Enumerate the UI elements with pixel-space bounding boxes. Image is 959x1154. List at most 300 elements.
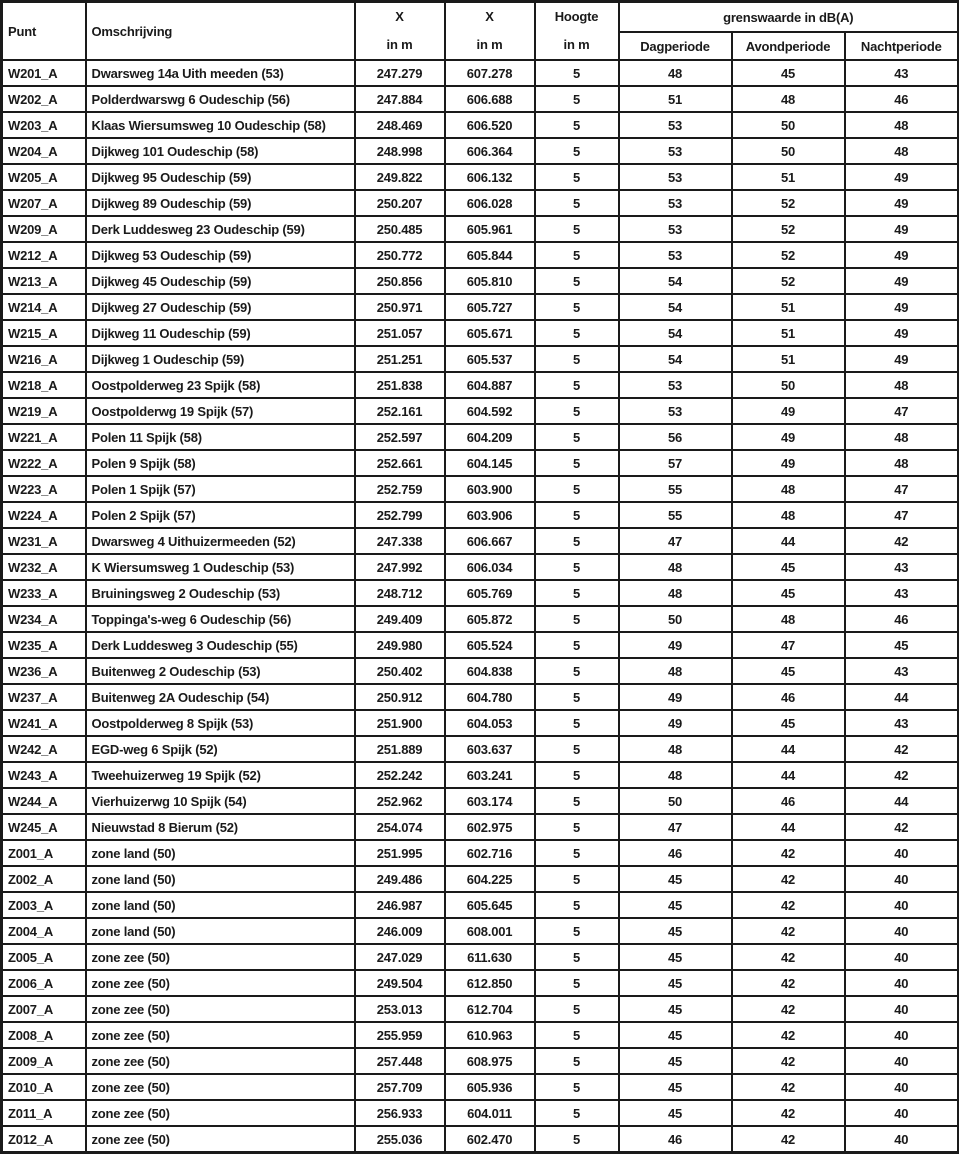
cell-avond: 52 <box>732 242 845 268</box>
table-header <box>2 2 959 61</box>
cell-avond: 47 <box>732 632 845 658</box>
cell-hoogte: 5 <box>535 970 619 996</box>
col-header-omschrijving-label: Omschrijving <box>91 23 173 39</box>
cell-punt: Z012_A <box>2 1126 86 1153</box>
cell-x2: 610.963 <box>445 1022 535 1048</box>
cell-punt: W203_A <box>2 112 86 138</box>
cell-punt: W232_A <box>2 554 86 580</box>
cell-punt: W202_A <box>2 86 86 112</box>
cell-hoogte: 5 <box>535 658 619 684</box>
cell-avond: 48 <box>732 502 845 528</box>
cell-dag: 54 <box>619 320 732 346</box>
cell-dag: 49 <box>619 684 732 710</box>
cell-punt: W234_A <box>2 606 86 632</box>
cell-hoogte: 5 <box>535 1022 619 1048</box>
col-header-nachtperiode: Nachtperiode <box>845 32 959 60</box>
table-row <box>2 450 959 476</box>
col-header-hoogte <box>535 2 619 61</box>
cell-nacht: 49 <box>845 346 959 372</box>
cell-x1: 248.469 <box>355 112 445 138</box>
cell-omschrijving: zone zee (50) <box>86 970 355 996</box>
cell-nacht: 40 <box>845 996 959 1022</box>
cell-hoogte: 5 <box>535 996 619 1022</box>
cell-omschrijving: zone land (50) <box>86 840 355 866</box>
cell-x2: 602.470 <box>445 1126 535 1153</box>
table-row <box>2 944 959 970</box>
cell-nacht: 43 <box>845 710 959 736</box>
cell-avond: 42 <box>732 996 845 1022</box>
col-header-x2-line2: in m <box>476 37 503 52</box>
cell-punt: W223_A <box>2 476 86 502</box>
cell-hoogte: 5 <box>535 918 619 944</box>
cell-dag: 50 <box>619 788 732 814</box>
cell-x1: 251.057 <box>355 320 445 346</box>
cell-x2: 605.872 <box>445 606 535 632</box>
cell-nacht: 40 <box>845 892 959 918</box>
cell-x1: 251.838 <box>355 372 445 398</box>
cell-x1: 249.822 <box>355 164 445 190</box>
cell-dag: 45 <box>619 1074 732 1100</box>
cell-omschrijving: Tweehuizerweg 19 Spijk (52) <box>86 762 355 788</box>
cell-x1: 247.338 <box>355 528 445 554</box>
cell-omschrijving: Dijkweg 53 Oudeschip (59) <box>86 242 355 268</box>
table-row <box>2 216 959 242</box>
cell-avond: 42 <box>732 866 845 892</box>
cell-avond: 51 <box>732 164 845 190</box>
col-header-hoogte-lines <box>536 10 618 52</box>
table-row <box>2 632 959 658</box>
cell-omschrijving: Dijkweg 101 Oudeschip (58) <box>86 138 355 164</box>
cell-hoogte: 5 <box>535 112 619 138</box>
cell-omschrijving: zone zee (50) <box>86 1126 355 1153</box>
cell-omschrijving: Dijkweg 95 Oudeschip (59) <box>86 164 355 190</box>
cell-hoogte: 5 <box>535 502 619 528</box>
col-header-avondperiode: Avondperiode <box>732 32 845 60</box>
cell-avond: 42 <box>732 840 845 866</box>
cell-nacht: 42 <box>845 528 959 554</box>
cell-omschrijving: zone zee (50) <box>86 1048 355 1074</box>
cell-dag: 53 <box>619 138 732 164</box>
cell-x1: 251.251 <box>355 346 445 372</box>
cell-punt: Z011_A <box>2 1100 86 1126</box>
cell-hoogte: 5 <box>535 554 619 580</box>
cell-punt: Z010_A <box>2 1074 86 1100</box>
cell-punt: W245_A <box>2 814 86 840</box>
col-header-grenswaarde-group: grenswaarde in dB(A) <box>619 2 959 33</box>
cell-x1: 255.959 <box>355 1022 445 1048</box>
cell-x1: 251.900 <box>355 710 445 736</box>
table-row <box>2 398 959 424</box>
cell-punt: Z006_A <box>2 970 86 996</box>
cell-dag: 57 <box>619 450 732 476</box>
cell-avond: 42 <box>732 918 845 944</box>
table-row <box>2 814 959 840</box>
cell-omschrijving: Dijkweg 45 Oudeschip (59) <box>86 268 355 294</box>
table-row <box>2 970 959 996</box>
cell-punt: Z001_A <box>2 840 86 866</box>
cell-omschrijving: Derk Luddesweg 3 Oudeschip (55) <box>86 632 355 658</box>
cell-x2: 605.727 <box>445 294 535 320</box>
cell-punt: W244_A <box>2 788 86 814</box>
cell-hoogte: 5 <box>535 1100 619 1126</box>
table-body <box>2 60 959 1153</box>
cell-x2: 604.225 <box>445 866 535 892</box>
cell-x1: 251.889 <box>355 736 445 762</box>
cell-nacht: 48 <box>845 138 959 164</box>
cell-hoogte: 5 <box>535 294 619 320</box>
cell-dag: 56 <box>619 424 732 450</box>
cell-hoogte: 5 <box>535 866 619 892</box>
cell-hoogte: 5 <box>535 788 619 814</box>
cell-x2: 604.053 <box>445 710 535 736</box>
cell-omschrijving: Buitenweg 2A Oudeschip (54) <box>86 684 355 710</box>
cell-nacht: 49 <box>845 320 959 346</box>
cell-x2: 605.810 <box>445 268 535 294</box>
cell-dag: 45 <box>619 892 732 918</box>
table-row <box>2 320 959 346</box>
cell-omschrijving: Oostpolderwg 19 Spijk (57) <box>86 398 355 424</box>
col-header-x2-line1: X <box>485 9 494 24</box>
cell-avond: 52 <box>732 216 845 242</box>
cell-punt: W221_A <box>2 424 86 450</box>
cell-x1: 248.712 <box>355 580 445 606</box>
cell-punt: W207_A <box>2 190 86 216</box>
cell-x2: 603.900 <box>445 476 535 502</box>
cell-nacht: 49 <box>845 294 959 320</box>
cell-x1: 246.009 <box>355 918 445 944</box>
cell-hoogte: 5 <box>535 86 619 112</box>
col-header-x1-line1: X <box>395 9 404 24</box>
cell-avond: 42 <box>732 892 845 918</box>
cell-hoogte: 5 <box>535 684 619 710</box>
cell-dag: 53 <box>619 372 732 398</box>
cell-dag: 53 <box>619 112 732 138</box>
cell-omschrijving: Vierhuizerwg 10 Spijk (54) <box>86 788 355 814</box>
cell-dag: 54 <box>619 294 732 320</box>
cell-nacht: 45 <box>845 632 959 658</box>
cell-dag: 48 <box>619 580 732 606</box>
cell-omschrijving: Dijkweg 89 Oudeschip (59) <box>86 190 355 216</box>
cell-avond: 46 <box>732 788 845 814</box>
cell-omschrijving: Polen 1 Spijk (57) <box>86 476 355 502</box>
cell-omschrijving: K Wiersumsweg 1 Oudeschip (53) <box>86 554 355 580</box>
table-row <box>2 866 959 892</box>
cell-x2: 604.838 <box>445 658 535 684</box>
cell-punt: W231_A <box>2 528 86 554</box>
cell-omschrijving: Dijkweg 27 Oudeschip (59) <box>86 294 355 320</box>
cell-x1: 249.409 <box>355 606 445 632</box>
cell-omschrijving: Klaas Wiersumsweg 10 Oudeschip (58) <box>86 112 355 138</box>
table-row <box>2 658 959 684</box>
cell-dag: 54 <box>619 346 732 372</box>
cell-punt: W205_A <box>2 164 86 190</box>
cell-punt: W209_A <box>2 216 86 242</box>
cell-x2: 604.780 <box>445 684 535 710</box>
cell-punt: W201_A <box>2 60 86 86</box>
cell-punt: W224_A <box>2 502 86 528</box>
cell-avond: 46 <box>732 684 845 710</box>
cell-x1: 252.799 <box>355 502 445 528</box>
col-header-punt-label: Punt <box>8 23 37 39</box>
cell-x1: 249.980 <box>355 632 445 658</box>
cell-avond: 52 <box>732 268 845 294</box>
cell-x1: 254.074 <box>355 814 445 840</box>
cell-nacht: 48 <box>845 372 959 398</box>
table-row <box>2 294 959 320</box>
cell-omschrijving: Derk Luddesweg 23 Oudeschip (59) <box>86 216 355 242</box>
col-header-punt <box>2 2 86 61</box>
cell-nacht: 42 <box>845 814 959 840</box>
cell-x1: 250.485 <box>355 216 445 242</box>
cell-x1: 252.962 <box>355 788 445 814</box>
cell-x1: 257.709 <box>355 1074 445 1100</box>
cell-omschrijving: zone land (50) <box>86 918 355 944</box>
cell-nacht: 48 <box>845 450 959 476</box>
cell-avond: 42 <box>732 1022 845 1048</box>
cell-avond: 51 <box>732 294 845 320</box>
cell-omschrijving: Polen 2 Spijk (57) <box>86 502 355 528</box>
cell-x1: 250.207 <box>355 190 445 216</box>
cell-punt: W214_A <box>2 294 86 320</box>
cell-x1: 247.884 <box>355 86 445 112</box>
table-row <box>2 190 959 216</box>
cell-punt: Z005_A <box>2 944 86 970</box>
cell-dag: 45 <box>619 944 732 970</box>
cell-dag: 51 <box>619 86 732 112</box>
cell-avond: 42 <box>732 1100 845 1126</box>
cell-nacht: 40 <box>845 1048 959 1074</box>
cell-nacht: 40 <box>845 1074 959 1100</box>
cell-punt: W218_A <box>2 372 86 398</box>
cell-x1: 252.161 <box>355 398 445 424</box>
cell-x2: 604.887 <box>445 372 535 398</box>
cell-x2: 612.850 <box>445 970 535 996</box>
cell-hoogte: 5 <box>535 892 619 918</box>
table-row <box>2 684 959 710</box>
cell-omschrijving: Dijkweg 1 Oudeschip (59) <box>86 346 355 372</box>
cell-omschrijving: zone zee (50) <box>86 1074 355 1100</box>
cell-x1: 255.036 <box>355 1126 445 1153</box>
cell-hoogte: 5 <box>535 814 619 840</box>
cell-avond: 48 <box>732 606 845 632</box>
cell-dag: 45 <box>619 866 732 892</box>
cell-x1: 257.448 <box>355 1048 445 1074</box>
cell-hoogte: 5 <box>535 710 619 736</box>
cell-nacht: 40 <box>845 1126 959 1153</box>
cell-hoogte: 5 <box>535 762 619 788</box>
cell-dag: 53 <box>619 398 732 424</box>
cell-omschrijving: zone zee (50) <box>86 944 355 970</box>
cell-x2: 605.524 <box>445 632 535 658</box>
cell-hoogte: 5 <box>535 1048 619 1074</box>
cell-omschrijving: Polen 11 Spijk (58) <box>86 424 355 450</box>
cell-nacht: 40 <box>845 840 959 866</box>
cell-avond: 51 <box>732 346 845 372</box>
cell-dag: 46 <box>619 840 732 866</box>
cell-nacht: 47 <box>845 502 959 528</box>
cell-hoogte: 5 <box>535 580 619 606</box>
cell-x1: 247.992 <box>355 554 445 580</box>
cell-omschrijving: zone land (50) <box>86 892 355 918</box>
table-row <box>2 268 959 294</box>
table-row <box>2 502 959 528</box>
cell-x1: 247.279 <box>355 60 445 86</box>
cell-x1: 250.856 <box>355 268 445 294</box>
table-row <box>2 86 959 112</box>
cell-x2: 606.520 <box>445 112 535 138</box>
cell-nacht: 40 <box>845 918 959 944</box>
cell-avond: 51 <box>732 320 845 346</box>
cell-hoogte: 5 <box>535 216 619 242</box>
cell-avond: 45 <box>732 554 845 580</box>
cell-dag: 54 <box>619 268 732 294</box>
cell-x2: 603.174 <box>445 788 535 814</box>
cell-x2: 605.537 <box>445 346 535 372</box>
table-row <box>2 996 959 1022</box>
cell-omschrijving: Oostpolderweg 23 Spijk (58) <box>86 372 355 398</box>
cell-punt: Z008_A <box>2 1022 86 1048</box>
cell-hoogte: 5 <box>535 528 619 554</box>
cell-dag: 55 <box>619 502 732 528</box>
table-row <box>2 892 959 918</box>
cell-avond: 42 <box>732 1126 845 1153</box>
cell-avond: 48 <box>732 476 845 502</box>
cell-dag: 45 <box>619 1048 732 1074</box>
cell-x1: 247.029 <box>355 944 445 970</box>
cell-nacht: 40 <box>845 866 959 892</box>
cell-dag: 49 <box>619 632 732 658</box>
cell-x2: 605.844 <box>445 242 535 268</box>
cell-x2: 606.364 <box>445 138 535 164</box>
cell-omschrijving: Dwarsweg 4 Uithuizermeeden (52) <box>86 528 355 554</box>
cell-x2: 608.975 <box>445 1048 535 1074</box>
cell-x1: 252.242 <box>355 762 445 788</box>
cell-dag: 48 <box>619 60 732 86</box>
table-row <box>2 840 959 866</box>
cell-avond: 49 <box>732 450 845 476</box>
cell-hoogte: 5 <box>535 372 619 398</box>
cell-dag: 55 <box>619 476 732 502</box>
cell-avond: 42 <box>732 970 845 996</box>
cell-omschrijving: zone land (50) <box>86 866 355 892</box>
cell-punt: W242_A <box>2 736 86 762</box>
cell-x2: 606.688 <box>445 86 535 112</box>
cell-omschrijving: Oostpolderweg 8 Spijk (53) <box>86 710 355 736</box>
cell-punt: W236_A <box>2 658 86 684</box>
cell-avond: 42 <box>732 944 845 970</box>
table-row <box>2 788 959 814</box>
table-row <box>2 424 959 450</box>
cell-avond: 45 <box>732 580 845 606</box>
cell-dag: 48 <box>619 658 732 684</box>
cell-hoogte: 5 <box>535 632 619 658</box>
cell-nacht: 42 <box>845 736 959 762</box>
cell-hoogte: 5 <box>535 606 619 632</box>
cell-x2: 602.975 <box>445 814 535 840</box>
cell-x1: 250.912 <box>355 684 445 710</box>
col-header-hoogte-line2: in m <box>563 37 590 52</box>
cell-x2: 603.637 <box>445 736 535 762</box>
cell-x2: 606.028 <box>445 190 535 216</box>
cell-dag: 49 <box>619 710 732 736</box>
cell-nacht: 44 <box>845 684 959 710</box>
cell-dag: 45 <box>619 1100 732 1126</box>
table-row <box>2 580 959 606</box>
cell-hoogte: 5 <box>535 268 619 294</box>
cell-nacht: 40 <box>845 970 959 996</box>
table-row <box>2 1100 959 1126</box>
cell-avond: 44 <box>732 528 845 554</box>
cell-x2: 605.961 <box>445 216 535 242</box>
cell-dag: 48 <box>619 554 732 580</box>
cell-omschrijving: Buitenweg 2 Oudeschip (53) <box>86 658 355 684</box>
cell-dag: 53 <box>619 164 732 190</box>
cell-punt: W243_A <box>2 762 86 788</box>
cell-avond: 49 <box>732 424 845 450</box>
cell-nacht: 49 <box>845 242 959 268</box>
cell-avond: 42 <box>732 1048 845 1074</box>
cell-nacht: 46 <box>845 606 959 632</box>
cell-omschrijving: Dwarsweg 14a Uith meeden (53) <box>86 60 355 86</box>
cell-nacht: 40 <box>845 1100 959 1126</box>
table-row <box>2 346 959 372</box>
table-row <box>2 710 959 736</box>
cell-hoogte: 5 <box>535 320 619 346</box>
cell-omschrijving: Toppinga's-weg 6 Oudeschip (56) <box>86 606 355 632</box>
cell-nacht: 43 <box>845 580 959 606</box>
cell-x2: 604.209 <box>445 424 535 450</box>
cell-nacht: 43 <box>845 658 959 684</box>
table-row <box>2 60 959 86</box>
cell-hoogte: 5 <box>535 138 619 164</box>
table-row <box>2 606 959 632</box>
cell-x2: 608.001 <box>445 918 535 944</box>
table-row <box>2 164 959 190</box>
cell-x1: 251.995 <box>355 840 445 866</box>
cell-hoogte: 5 <box>535 840 619 866</box>
cell-omschrijving: Nieuwstad 8 Bierum (52) <box>86 814 355 840</box>
cell-x2: 612.704 <box>445 996 535 1022</box>
cell-x2: 604.145 <box>445 450 535 476</box>
cell-hoogte: 5 <box>535 476 619 502</box>
cell-dag: 46 <box>619 1126 732 1153</box>
cell-omschrijving: Polen 9 Spijk (58) <box>86 450 355 476</box>
cell-nacht: 40 <box>845 944 959 970</box>
col-header-x1-line2: in m <box>386 37 413 52</box>
table-row <box>2 138 959 164</box>
cell-hoogte: 5 <box>535 1126 619 1153</box>
cell-hoogte: 5 <box>535 60 619 86</box>
cell-omschrijving: Polderdwarswg 6 Oudeschip (56) <box>86 86 355 112</box>
cell-hoogte: 5 <box>535 164 619 190</box>
cell-x2: 603.906 <box>445 502 535 528</box>
cell-x2: 611.630 <box>445 944 535 970</box>
cell-hoogte: 5 <box>535 450 619 476</box>
table-row <box>2 372 959 398</box>
cell-punt: Z004_A <box>2 918 86 944</box>
table-row <box>2 918 959 944</box>
cell-punt: Z007_A <box>2 996 86 1022</box>
cell-x1: 249.504 <box>355 970 445 996</box>
cell-punt: W216_A <box>2 346 86 372</box>
cell-x1: 250.772 <box>355 242 445 268</box>
cell-x2: 605.769 <box>445 580 535 606</box>
cell-avond: 45 <box>732 710 845 736</box>
cell-x1: 250.971 <box>355 294 445 320</box>
cell-x1: 252.759 <box>355 476 445 502</box>
cell-nacht: 42 <box>845 762 959 788</box>
cell-nacht: 48 <box>845 424 959 450</box>
